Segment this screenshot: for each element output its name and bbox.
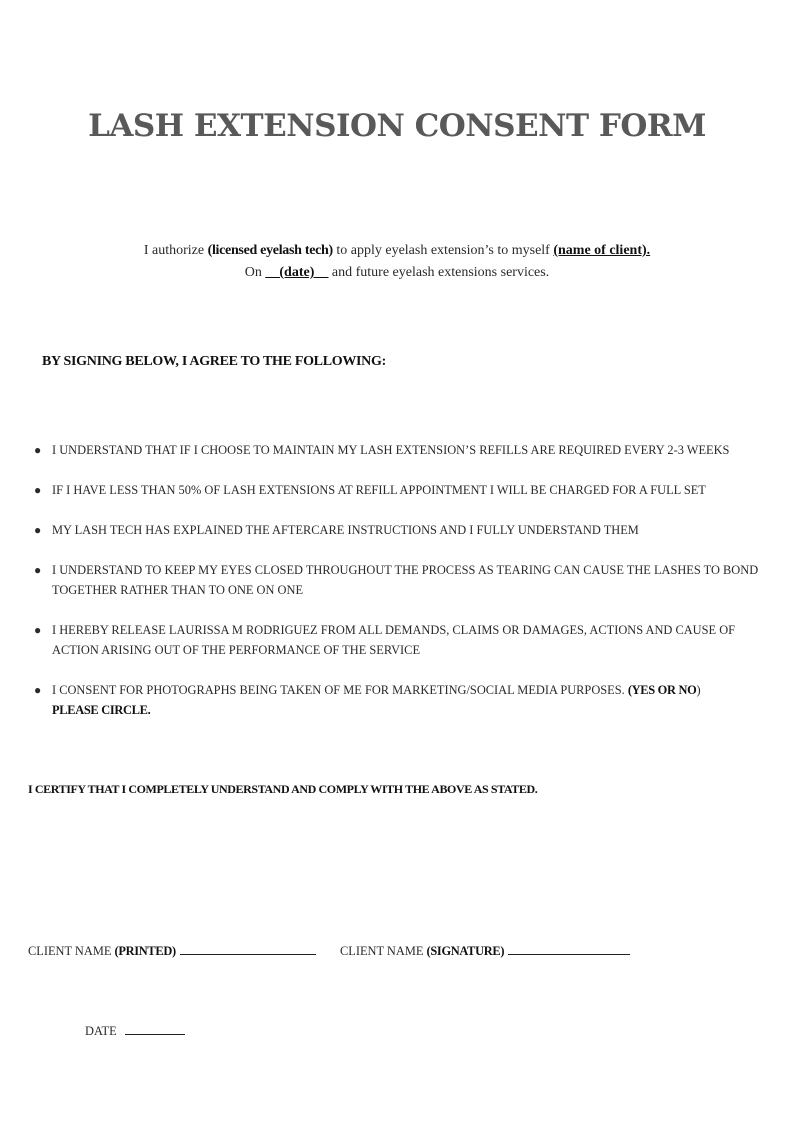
agreement-heading: BY SIGNING BELOW, I AGREE TO THE FOLLOWING:: [42, 354, 386, 369]
printed-name-line[interactable]: [180, 942, 316, 955]
circle-instruction: PLEASE CIRCLE.: [52, 703, 151, 717]
printed-tag: (PRINTED): [114, 944, 176, 958]
printed-name-row: [28, 942, 316, 959]
on-text: On: [244, 265, 266, 280]
term-text: MY LASH TECH HAS EXPLAINED THE AFTERCARE INSTRUCTIONS AND I FULLY UNDERSTAND THEM: [52, 523, 639, 537]
signature-row: [340, 942, 630, 959]
date-line[interactable]: [125, 1022, 185, 1035]
signature-tag: (SIGNATURE): [426, 944, 505, 958]
term-text: I UNDERSTAND TO KEEP MY EYES CLOSED THROUGHOUT THE PROCESS AS TEARING CAN CAUSE THE LASHES TO BOND TOGETHER RATHER THAN TO ONE ON ONE: [52, 563, 759, 597]
term-text: I UNDERSTAND THAT IF I CHOOSE TO MAINTAIN MY LASH EXTENSION’S REFILLS ARE REQUIRED EVERY 2-3 WEEKS: [52, 443, 730, 457]
future-services-text: and future eyelash extensions services.: [328, 265, 550, 280]
term-item: [30, 620, 760, 660]
term-text: I HEREBY RELEASE LAURISSA M RODRIGUEZ FROM ALL DEMANDS, CLAIMS OR DAMAGES, ACTIONS AND CAUSE OF ACTION ARISING OUT OF THE PERFORMANCE OF THE SERVICE: [52, 623, 736, 657]
certification-statement: I CERTIFY THAT I COMPLETELY UNDERSTAND AND COMPLY WITH THE ABOVE AS STATED.: [28, 782, 538, 796]
date-label: DATE: [85, 1024, 117, 1038]
bullet-icon: ●: [34, 483, 42, 497]
yes-no-choice[interactable]: (YES OR NO: [627, 683, 697, 697]
tech-name-field[interactable]: (licensed eyelash tech): [207, 243, 333, 258]
signature-line[interactable]: [508, 942, 630, 955]
term-item: [30, 520, 760, 540]
printed-name-label: CLIENT NAME: [28, 944, 115, 958]
bullet-icon: ●: [34, 443, 42, 457]
authorization-line-1: [0, 240, 794, 262]
bullet-icon: ●: [34, 523, 42, 537]
client-name-field[interactable]: (name of client).: [553, 243, 651, 258]
bullet-icon: ●: [34, 563, 42, 577]
date-row: [85, 1022, 185, 1039]
authorization-statement: [0, 240, 794, 284]
term-item: [30, 560, 760, 600]
photo-consent-item: [30, 680, 760, 720]
form-title: LASH EXTENSION CONSENT FORM: [88, 108, 706, 144]
bullet-icon: ●: [34, 623, 42, 637]
authorize-text: I authorize: [143, 243, 208, 258]
signature-label: CLIENT NAME: [340, 944, 427, 958]
photo-consent-text: I CONSENT FOR PHOTOGRAPHS BEING TAKEN OF ME FOR MARKETING/SOCIAL MEDIA PURPOSES.: [52, 683, 628, 697]
term-item: [30, 480, 760, 500]
date-field[interactable]: __(date)__: [265, 265, 329, 280]
terms-list: [30, 440, 760, 740]
term-text: IF I HAVE LESS THAN 50% OF LASH EXTENSIONS AT REFILL APPOINTMENT I WILL BE CHARGED FOR A FULL SET: [52, 483, 706, 497]
authorization-line-2: [0, 262, 794, 284]
term-item: [30, 440, 760, 460]
bullet-icon: ●: [34, 683, 42, 697]
close-paren: ): [696, 683, 701, 697]
apply-text: to apply eyelash extension’s to myself: [332, 243, 554, 258]
